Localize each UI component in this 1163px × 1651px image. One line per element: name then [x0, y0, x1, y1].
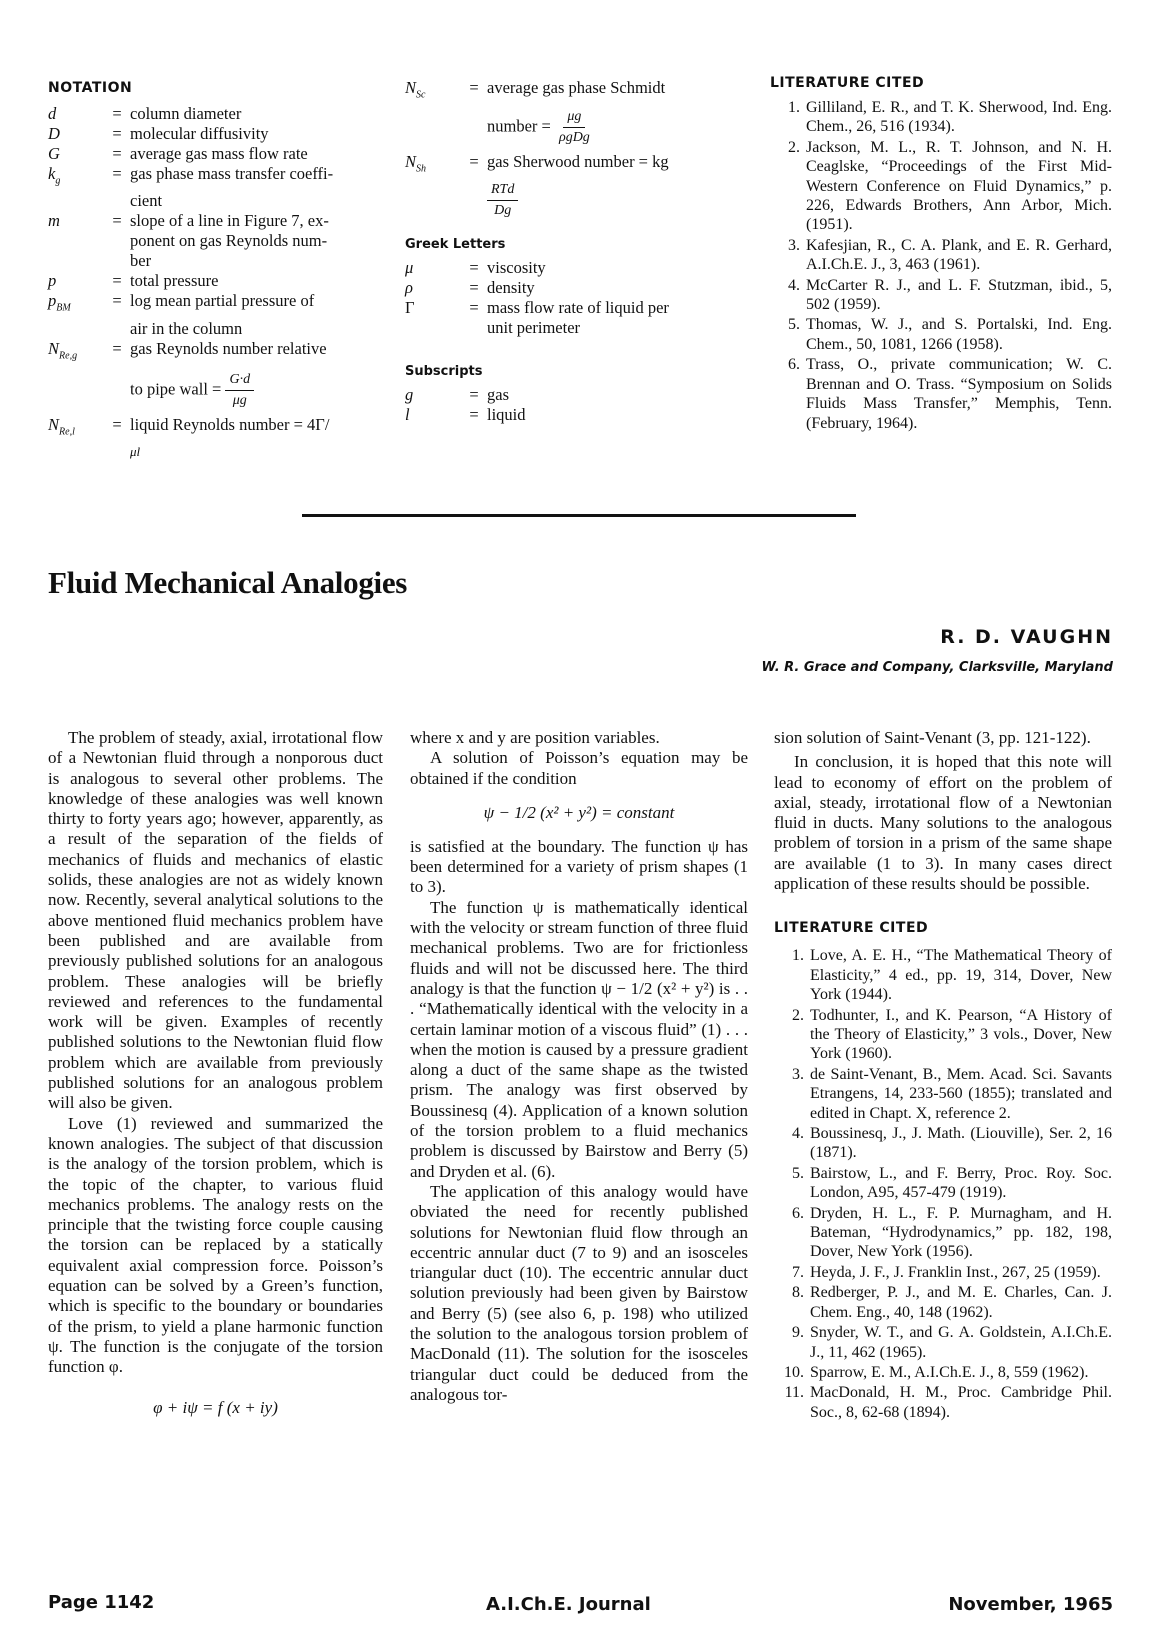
- reference-item: 6. Trass, O., private communication; W. C. Brennan and O. Trass. “Symposium on Solids Fluids Mass Transfer,” Memphis, Tenn. (February, 1964).: [788, 356, 1112, 432]
- reference-item: 5. Bairstow, L., and F. Berry, Proc. Roy. Soc. London, A95, 457-479 (1919).: [792, 1164, 1112, 1202]
- notation-row: l = liquid: [405, 404, 526, 424]
- paragraph: where x and y are position variables.: [410, 728, 660, 747]
- notation-row: D = molecular diffusivity: [48, 124, 269, 143]
- reference-item: 5. Thomas, W. J., and S. Portalski, Ind. Eng. Chem., 50, 1081, 1266 (1958).: [788, 316, 1112, 353]
- issue-date: November, 1965: [948, 1594, 1113, 1615]
- notation-continuation: to pipe wall = $\frac{G\cdot d}{\mu g}$: [48, 370, 388, 411]
- reference-item: 11. MacDonald, H. M., Proc. Cambridge Phil. Soc., 8, 62-68 (1894).: [784, 1384, 1112, 1421]
- literature-cited-heading: LITERATURE CITED: [770, 75, 925, 91]
- notation-continuation: μl: [130, 444, 141, 460]
- page-number: Page 1142: [48, 1592, 155, 1613]
- greek-letters-heading: Greek Letters: [405, 236, 506, 252]
- notation-continuation: ponent on gas Reynolds num-: [130, 231, 328, 251]
- section-divider: [302, 514, 856, 517]
- fraction: $\frac{\text{RTd}}{Dg}$: [487, 180, 518, 221]
- reference-item: 2. Jackson, M. L., R. T. Johnson, and N. H. Ceaglske, “Proceedings of the First Mid-Western Conference on Fluid Dynamics,” p. 226, Edwards Brothers, Ann Arbor, Mich. (1951).: [788, 138, 1112, 234]
- notation-continuation: air in the column: [130, 318, 243, 338]
- notation-row: $N_{Sh}$ = gas Sherwood number = kg: [405, 152, 669, 175]
- notation-row: m = slope of a line in Figure 7, ex-: [48, 211, 329, 231]
- notation-continuation: unit perimeter: [487, 317, 581, 337]
- reference-item: 8. Redberger, P. J., and M. E. Charles, Can. J. Chem. Eng., 40, 148 (1962).: [792, 1284, 1112, 1321]
- body-column-3: [774, 728, 1112, 1423]
- reference-item: 3. de Saint-Venant, B., Mem. Acad. Sci. Savants Etrangens, 14, 233-560 (1855); translated and edited in Chapt. X, reference 2.: [792, 1065, 1112, 1122]
- notation-row: $N_{Re,l}$ = liquid Reynolds number = 4Γ/: [48, 414, 330, 438]
- fraction: $\frac{G\cdot d}{\mu g}$: [225, 370, 254, 411]
- paragraph: Love (1) reviewed and summarized the known analogies. The subject of that discussion is the analogy of the torsion problem, which is the topic of the chapter, to various fluid mechanics problems. The analogy rests on the principle that the twisting force couple causing the torsion can be replaced by a statically equivalent axial compression force. Poisson’s equation can be solved by a Green’s function, which is specific to the boundary or boundaries of the prism, to yield a plane harmonic function ψ. The function is the conjugate of the torsion function φ.: [48, 1113, 383, 1377]
- reference-item: 1. Love, A. E. H., “The Mathematical Theory of Elasticity,” 4 ed., pp. 19, 314, Dover, New York (1944).: [792, 947, 1112, 1004]
- equation: ψ − 1/2 (x² + y²) = constant: [483, 802, 675, 822]
- equation: φ + iψ = f (x + iy): [153, 1397, 278, 1417]
- notation-row: p = total pressure: [48, 271, 219, 291]
- journal-name: A.I.Ch.E. Journal: [486, 1594, 651, 1615]
- paragraph: The problem of steady, axial, irrotational flow of a Newtonian fluid through a nonporous duct is analogous to several other problems. The knowledge of these analogies was well known thirty to forty years ago; however, apparently, as a result of the separation of the fields of mechanics of fluids and mechanics of elastic solids, these analogies are not as widely known now. Recently, several analytical solutions to the above mentioned fluid mechanics problem have been published and are available from previously published solutions for an analogous problem. These analogies will be briefly reviewed and references to the fundamental work will be given. Examples of recently published solutions to the Newtonian fluid flow problem which are available from previously published solutions for an analogous problem will also be given.: [48, 728, 383, 1113]
- fraction: $\frac{\mu g}{\text{ρgDg}}$: [558, 109, 590, 146]
- notation-row: $p_{BM}$ = log mean partial pressure of: [48, 291, 315, 314]
- literature-cited-heading: LITERATURE CITED: [774, 920, 929, 937]
- notation-section: [48, 80, 388, 462]
- notation-heading: NOTATION: [48, 80, 133, 96]
- reference-item: 1. Gilliland, E. R., and T. K. Sherwood, Ind. Eng. Chem., 26, 516 (1934).: [788, 99, 1112, 136]
- reference-item: 4. Boussinesq, J., J. Math. (Liouville), Ser. 2, 16 (1871).: [792, 1125, 1112, 1162]
- reference-item: 2. Todhunter, I., and K. Pearson, “A History of the Theory of Elasticity,” 3 vols., Dover, New York (1960).: [792, 1006, 1112, 1063]
- notation-row: G = average gas mass flow rate: [48, 144, 308, 163]
- notation-continuation: [405, 180, 730, 221]
- notation-row: Γ = mass flow rate of liquid per: [405, 297, 669, 317]
- paragraph: The application of this analogy would have obviated the need for recently published solutions for Newtonian fluid flow through an eccentric annular duct (7 to 9) and an isosceles triangular duct (10). The eccentric annular duct solution previously had been given by Bairstow and Berry (5) (see also 6, p. 198) who utilized the solution to the analogous torsion problem of MacDonald (11). The solution for the isosceles triangular duct could be deduced from the analogous tor-: [410, 1181, 748, 1404]
- notation-row: ρ = density: [405, 277, 535, 297]
- notation-row: μ = viscosity: [405, 257, 546, 277]
- notation-row: g = gas: [405, 384, 509, 404]
- notation-row: $k_g$ = gas phase mass transfer coeffi-: [48, 164, 334, 187]
- reference-item: 4. McCarter R. J., and L. F. Stutzman, ibid., 5, 502 (1959).: [788, 276, 1112, 314]
- notation-row: $N_{Sc}$ = average gas phase Schmidt: [405, 78, 666, 101]
- paragraph: The function ψ is mathematically identical with the velocity or stream function of three fluid mechanical problems. Two are for frictionless fluids and will not be discussed here. The third analogy is that the function ψ − 1/2 (x² + y²) is . . . “Mathematically identical with the velocity in a certain laminar motion of a viscous fluid” (1) . . . when the motion is caused by a pressure gradient along a duct of the same shape as the twisted prism. The analogy was first observed by Boussinesq (4). Application of a known solution of the torsion problem to a fluid mechanics problem is discussed by Bairstow and Berry (5) and Dryden et al. (6).: [410, 897, 748, 1181]
- author-affiliation: W. R. Grace and Company, Clarksville, Maryland: [761, 660, 1113, 675]
- notation-continuation: ber: [130, 251, 152, 271]
- reference-item: 3. Kafesjian, R., C. A. Plank, and E. R. Gerhard, A.I.Ch.E. J., 3, 463 (1961).: [788, 236, 1112, 274]
- paragraph: sion solution of Saint-Venant (3, pp. 121-122).: [774, 728, 1091, 747]
- notation-continuation: cient: [130, 191, 163, 211]
- body-column-1: [48, 728, 383, 1432]
- paragraph: In conclusion, it is hoped that this note will lead to economy of effort on the problem of axial, steady, irrotational flow of a Newtonian fluid in ducts. Many solutions to the analogous problem of torsion in a prism of the same shape are available (1 to 3). In many cases direct application of these results should be possible.: [774, 752, 1112, 894]
- reference-item: 6. Dryden, H. L., F. P. Murnagham, and H. Bateman, “Hydrodynamics,” pp. 182, 198, Dover, New York (1956).: [792, 1204, 1112, 1261]
- body-column-2: [410, 728, 748, 1405]
- notation-row: d = column diameter: [48, 104, 242, 123]
- notation-row: $N_{Re,g}$ = gas Reynolds number relative: [48, 338, 327, 361]
- paragraph: A solution of Poisson’s equation may be obtained if the condition: [410, 748, 748, 788]
- author-name: R. D. VAUGHN: [940, 626, 1113, 648]
- reference-item: 10. Sparrow, E. M., A.I.Ch.E. J., 8, 559 (1962).: [784, 1363, 1089, 1381]
- subscripts-heading: Subscripts: [405, 363, 483, 379]
- reference-item: 9. Snyder, W. T., and G. A. Goldstein, A.I.Ch.E. J., 11, 462 (1965).: [792, 1324, 1112, 1361]
- paragraph: is satisfied at the boundary. The function ψ has been determined for a variety of prism shapes (1 to 3).: [410, 836, 748, 897]
- notation-continuation: number = $\frac{\mu g}{\text{ρgDg}}$: [405, 107, 730, 148]
- notation-section-continued: [405, 78, 730, 425]
- literature-cited-top: [770, 75, 1112, 434]
- reference-item: 7. Heyda, J. F., J. Franklin Inst., 267, 25 (1959).: [792, 1263, 1101, 1281]
- article-title: Fluid Mechanical Analogies: [48, 565, 408, 600]
